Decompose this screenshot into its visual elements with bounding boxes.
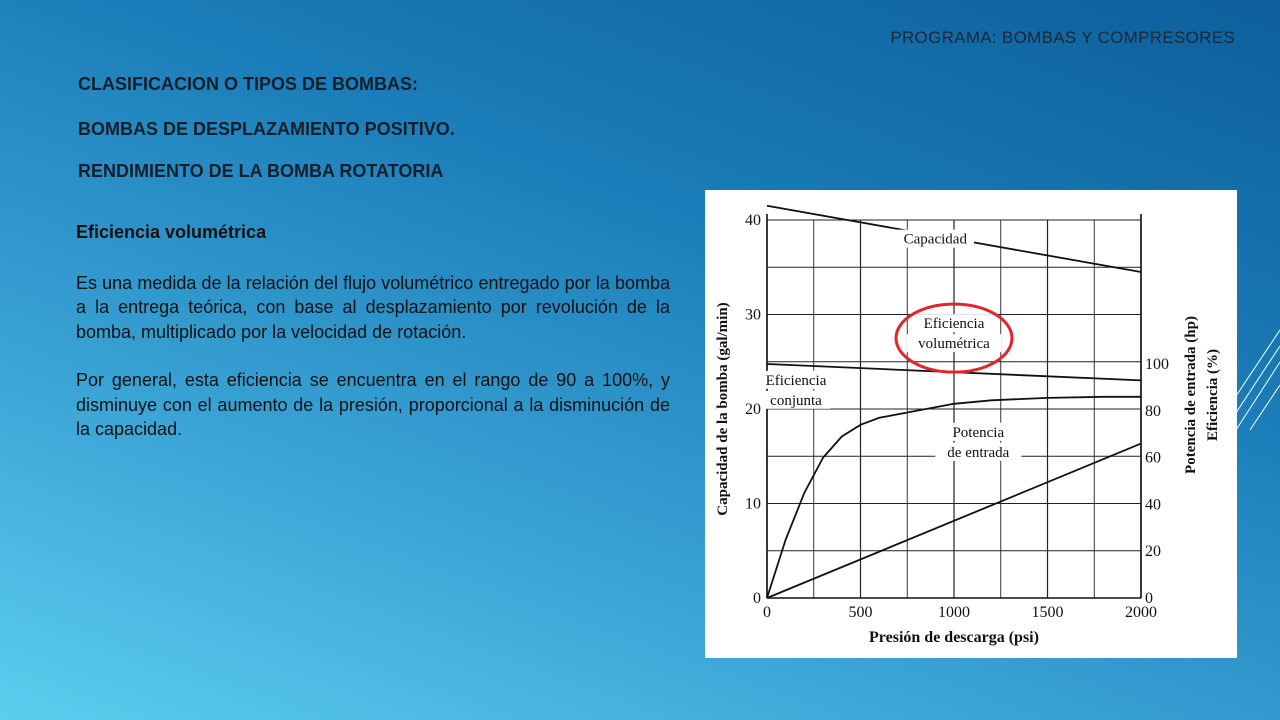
series-label: conjunta bbox=[770, 392, 822, 409]
slide-title: CLASIFICACION O TIPOS DE BOMBAS: bbox=[78, 74, 419, 94]
y-left-tick-label: 20 bbox=[745, 401, 761, 418]
y-right-axis-label: Potencia de entrada (hp) bbox=[1183, 316, 1199, 474]
y-right-tick-label: 100 bbox=[1145, 356, 1169, 373]
y-left-tick-label: 30 bbox=[745, 306, 761, 324]
y-right-tick-label: 60 bbox=[1145, 449, 1161, 467]
y-right-tick-label: 0 bbox=[1145, 590, 1153, 607]
program-label: PROGRAMA: BOMBAS Y COMPRESORES bbox=[890, 28, 1235, 47]
section-title: RENDIMIENTO DE LA BOMBA ROTATORIA bbox=[78, 161, 444, 181]
y-left-tick-label: 0 bbox=[753, 590, 761, 607]
decorative-lines bbox=[1220, 300, 1280, 440]
y-right-tick-label: 80 bbox=[1145, 402, 1161, 420]
y-right-axis-label: Eficiencia (%) bbox=[1205, 348, 1221, 442]
y-right-tick-label: 40 bbox=[1145, 496, 1161, 514]
y-left-axis-label: Capacidad de la bomba (gal/min) bbox=[715, 302, 731, 516]
chart-svg bbox=[705, 190, 1237, 658]
x-tick-label: 2000 bbox=[1125, 604, 1157, 621]
x-axis-label: Presión de descarga (psi) bbox=[869, 629, 1039, 646]
x-tick-label: 0 bbox=[763, 604, 771, 621]
body-text bbox=[76, 220, 670, 466]
y-right-tick-label: 20 bbox=[1145, 543, 1161, 561]
paragraph-range: Por general, esta eficiencia se encuentra en el rango de 90 a 100%, y disminuye con el aumento de la presión, proporcional a la disminución de la capacidad. bbox=[76, 370, 670, 439]
y-left-tick-label: 10 bbox=[745, 495, 761, 513]
series-label: Eficiencia bbox=[765, 372, 827, 389]
series-label: Capacidad bbox=[903, 231, 967, 248]
series-label: Eficiencia bbox=[923, 316, 985, 333]
y-left-tick-label: 40 bbox=[745, 212, 761, 229]
x-tick-label: 500 bbox=[848, 604, 873, 621]
x-tick-label: 1500 bbox=[1031, 604, 1064, 621]
series-label: Potencia bbox=[952, 424, 1005, 441]
series-label: de entrada bbox=[947, 444, 1010, 461]
x-tick-label: 1000 bbox=[938, 604, 970, 621]
slide-subtitle: BOMBAS DE DESPLAZAMIENTO POSITIVO. bbox=[78, 119, 455, 139]
subheading: Eficiencia volumétrica bbox=[76, 222, 267, 242]
series-label: volumétrica bbox=[918, 336, 990, 353]
paragraph-definition: Es una medida de la relación del flujo volumétrico entregado por la bomba a la entrega teórica, con base al desplazamiento por revolución de la bomba, multiplicado por la velocidad de rotación. bbox=[76, 272, 670, 342]
pump-performance-chart bbox=[705, 190, 1237, 658]
